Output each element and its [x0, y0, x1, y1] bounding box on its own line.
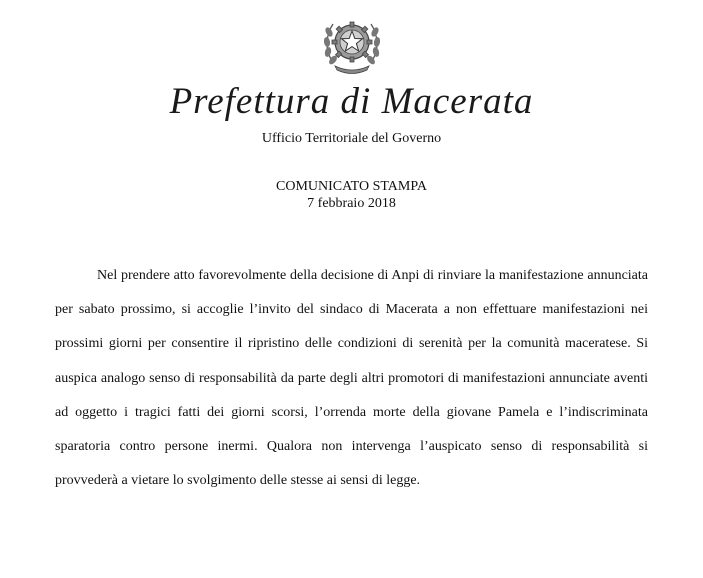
- press-release-date: 7 febbraio 2018: [307, 196, 396, 211]
- prefecture-title: Prefettura di Macerata: [169, 81, 534, 122]
- italian-republic-emblem-icon: [319, 12, 385, 78]
- office-subtitle: Ufficio Territoriale del Governo: [261, 131, 442, 146]
- press-release-body: Nel prendere atto favorevolmente della decisione di Anpi di rinviare la manifestazione annunciata per sabato prossimo, si accoglie l’invito del sindaco di Macerata a non effettuare manifestazioni nei prossimi giorni per consentire il ripristino delle condizioni di serenità per la comunità maceratese. Si auspica analogo senso di responsabilità da parte degli altri promotori di manifestazioni annunciate aventi ad oggetto i tragici fatti dei giorni scorsi, l’orrenda morte della giovane Pamela e l’indiscriminata sparatoria contro persone inermi. Qualora non intervenga l’auspicato senso di responsabilità si provvederà a vietare lo svolgimento delle stesse ai sensi di legge.: [55, 268, 648, 489]
- press-release-heading: COMUNICATO STAMPA: [276, 179, 427, 194]
